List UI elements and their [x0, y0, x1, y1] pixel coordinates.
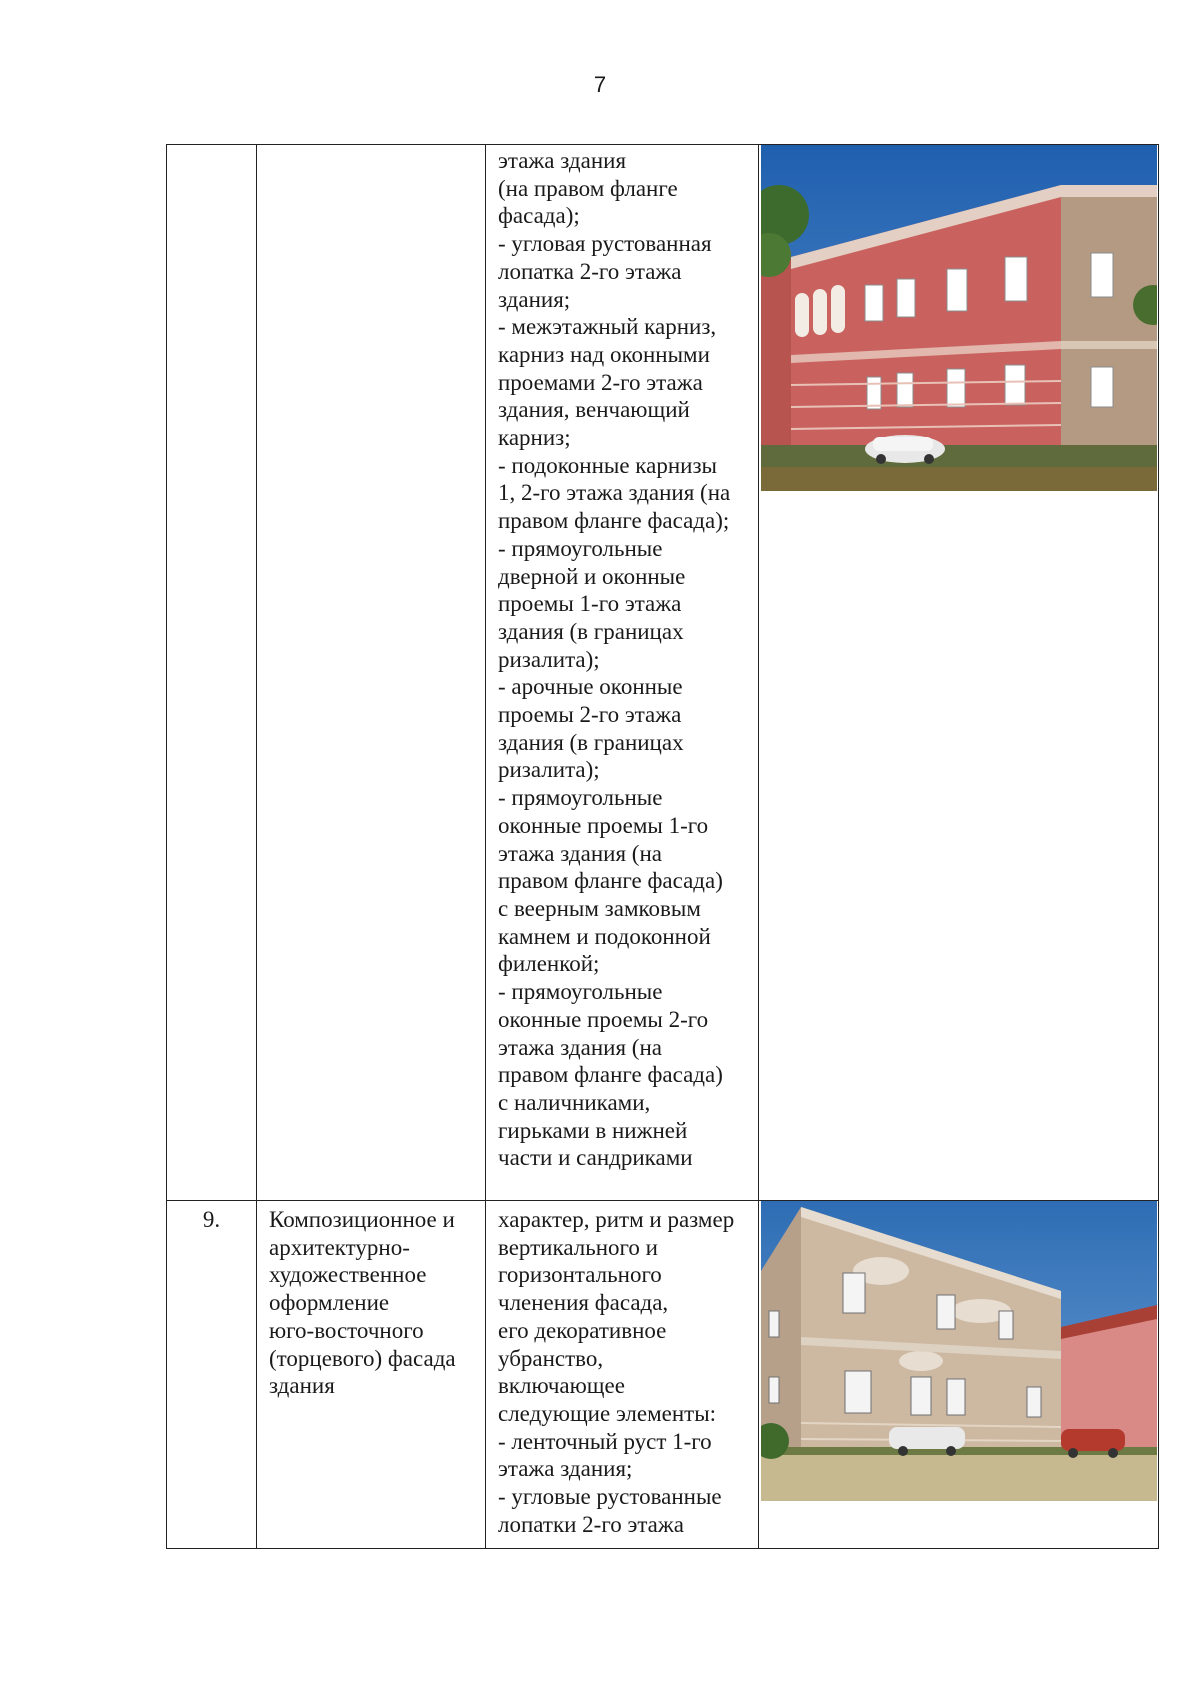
- description-text: характер, ритм и размер вертикального и горизонтального членения фасада, его декоративное убранство, включающее следующие элементы: - ленточный руст 1-го этажа здания; - угловые рустованные лопатки 2-го этажа: [498, 1207, 735, 1537]
- object-name: Композиционное и архитектурно- художественное оформление юго-восточного (торцевого) фасада здания: [269, 1207, 456, 1399]
- object-name: [257, 145, 485, 147]
- building-photo-red-facade: [761, 145, 1157, 491]
- row-number-cell: [167, 145, 257, 1201]
- building-photo-end-facade: [761, 1201, 1157, 1501]
- description-cell: [486, 145, 759, 1201]
- page-number: 7: [593, 72, 607, 97]
- row-number: [167, 145, 256, 150]
- row-number-cell: [167, 1201, 257, 1549]
- description-text: этажа здания (на правом фланге фасада); - угловая рустованная лопатка 2-го этажа здания; - межэтажный карниз, карниз над оконными проемами 2-го этажа здания, венчающий карниз; - подоконные карнизы 1, 2-го этажа здания (на правом фланге фасада); - прямоугольные дверной и оконные проемы 1-го этажа здания (в границах ризалита); - арочные оконные проемы 2-го этажа здания (в границах ризалита); - прямоугольные оконные проемы 1-го этажа здания (на правом фланге фасада) с веерным замковым камнем и подоконной филенкой; - прямоугольные оконные проемы 2-го этажа здания (на правом фланге фасада) с наличниками, гирьками в нижней части и сандриками: [498, 148, 731, 1171]
- description-cell: [486, 1201, 759, 1549]
- photo-cell: [759, 1201, 1159, 1549]
- table-row: [167, 1201, 1159, 1549]
- row-number: 9.: [202, 1207, 221, 1232]
- heritage-elements-table: [166, 144, 1159, 1549]
- table-row: [167, 145, 1159, 1201]
- photo-cell: [759, 145, 1159, 1201]
- object-name-cell: [257, 145, 486, 1201]
- object-name-cell: [257, 1201, 486, 1549]
